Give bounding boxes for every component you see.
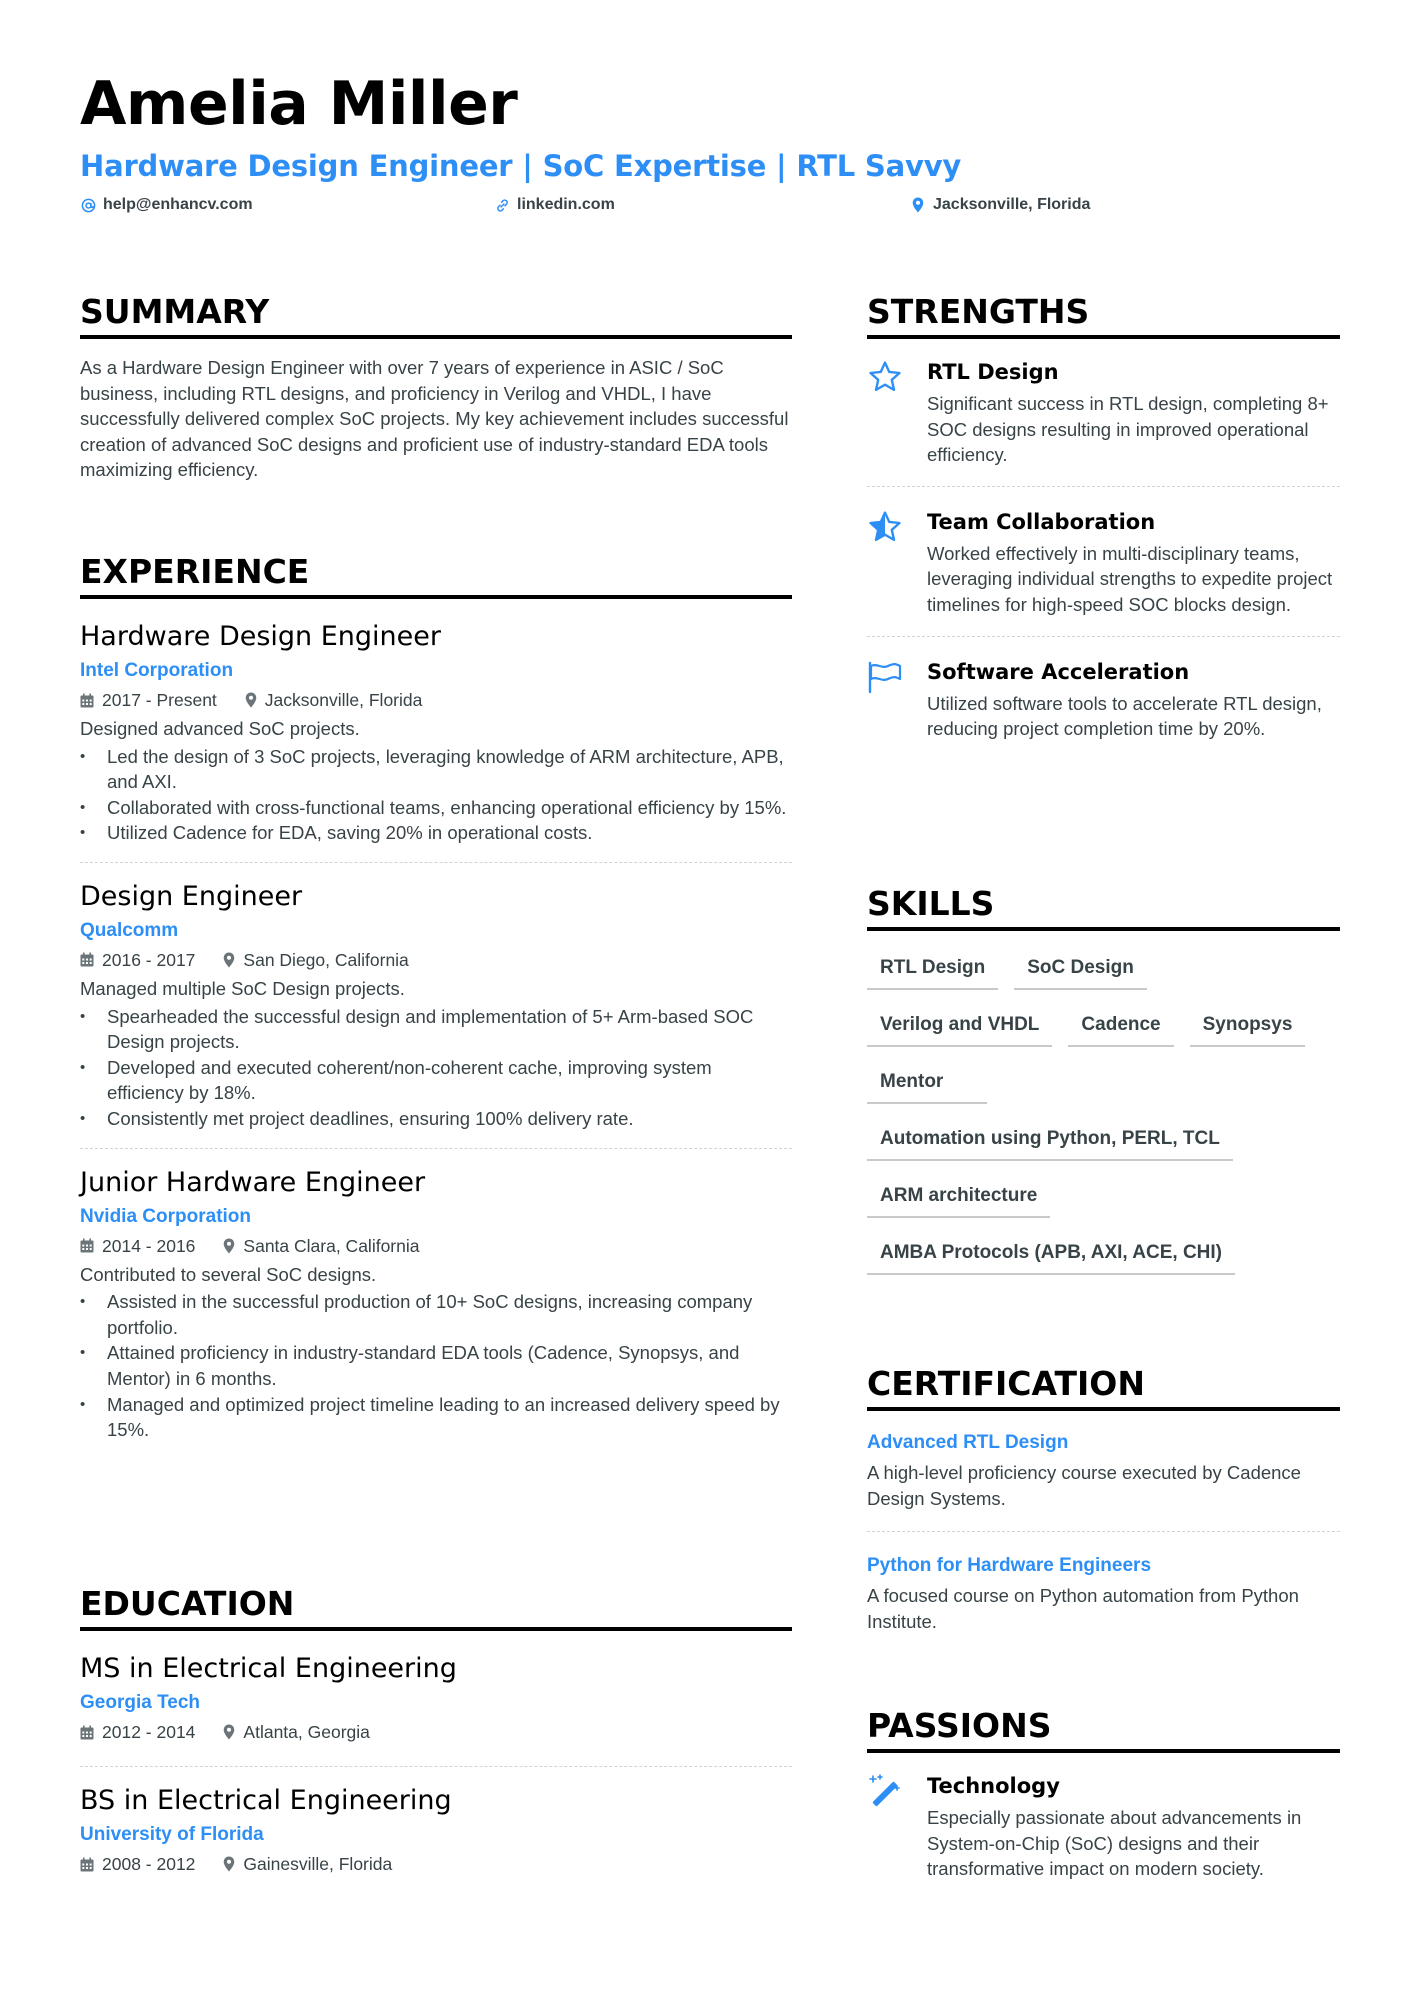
- school-name[interactable]: University of Florida: [80, 1824, 264, 1845]
- item-divider: [867, 1531, 1340, 1532]
- skill-tag: Cadence: [1068, 1004, 1173, 1047]
- bullet-item: • Developed and executed coherent/non-coherent cache, improving system efficiency by 18%.: [80, 1055, 792, 1106]
- education-dates: 2008 - 2012: [102, 1854, 196, 1874]
- location-pin-icon: [910, 197, 926, 213]
- passions-heading: PASSIONS: [867, 1706, 1052, 1745]
- experience-section: [80, 552, 792, 1443]
- job-location: San Diego, California: [243, 949, 409, 970]
- bullet-item: • Collaborated with cross-functional teams, enhancing operational efficiency by 15%.: [80, 795, 792, 821]
- education-item: [80, 1783, 792, 1878]
- education-section: [80, 1584, 792, 1878]
- skills-list: [867, 947, 1340, 1289]
- experience-heading: EXPERIENCE: [80, 552, 310, 591]
- degree-title: BS in Electrical Engineering: [80, 1785, 452, 1816]
- company-name[interactable]: Nvidia Corporation: [80, 1205, 252, 1227]
- job-bullets: [80, 1289, 792, 1443]
- certification-item: [867, 1429, 1340, 1511]
- job-dates: 2016 - 2017: [102, 949, 196, 970]
- skill-tag: AMBA Protocols (APB, AXI, ACE, CHI): [867, 1232, 1235, 1275]
- experience-item: [80, 1165, 792, 1443]
- job-meta: [80, 1232, 792, 1260]
- certification-section: [867, 1364, 1340, 1634]
- bullet-item: • Managed and optimized project timeline leading to an increased delivery speed by 15%.: [80, 1392, 792, 1443]
- certification-heading: CERTIFICATION: [867, 1364, 1145, 1403]
- job-bullets: [80, 1004, 792, 1132]
- item-divider: [80, 1148, 792, 1149]
- section-rule: [867, 335, 1340, 339]
- job-description: Managed multiple SoC Design projects.: [80, 977, 405, 999]
- passion-description: Especially passionate about advancements in System-on-Chip (SoC) designs and their transformative impact on modern society.: [927, 1807, 1302, 1880]
- skill-tag: Synopsys: [1190, 1004, 1306, 1047]
- item-divider: [867, 486, 1340, 487]
- section-rule: [867, 1749, 1340, 1753]
- skill-tag: Automation using Python, PERL, TCL: [867, 1118, 1233, 1161]
- contact-location: [910, 196, 1090, 214]
- skill-tag: ARM architecture: [867, 1175, 1050, 1218]
- bullet-item: • Consistently met project deadlines, ensuring 100% delivery rate.: [80, 1106, 792, 1132]
- contact-email-text: help@enhancv.com: [103, 196, 253, 213]
- bullet-item: • Assisted in the successful production of 10+ SoC designs, increasing company portfolio.: [80, 1289, 792, 1340]
- candidate-title: Hardware Design Engineer | SoC Expertise | RTL Savvy: [80, 149, 962, 183]
- job-location: Jacksonville, Florida: [264, 690, 423, 710]
- education-meta: [80, 1850, 792, 1878]
- job-meta: [80, 946, 792, 974]
- section-rule: [867, 927, 1340, 931]
- strength-description: Utilized software tools to accelerate RTL design, reducing project completion time by 20%.: [927, 692, 1322, 740]
- summary-section: [80, 292, 792, 483]
- skills-heading: SKILLS: [867, 884, 995, 923]
- certification-title[interactable]: Python for Hardware Engineers: [867, 1555, 1152, 1577]
- certification-item: [867, 1552, 1340, 1634]
- strength-item: [867, 657, 1340, 742]
- bullet-item: • Utilized Cadence for EDA, saving 20% in operational costs.: [80, 820, 792, 846]
- experience-item: [80, 879, 792, 1132]
- job-title: Hardware Design Engineer: [80, 621, 441, 652]
- job-description: Designed advanced SoC projects.: [80, 718, 360, 739]
- location-pin-icon: [223, 1238, 235, 1254]
- passions-section: [867, 1706, 1340, 1882]
- certification-description: A high-level proficiency course executed by Cadence Design Systems.: [867, 1462, 1301, 1509]
- degree-title: MS in Electrical Engineering: [80, 1653, 457, 1684]
- contact-location-text: Jacksonville, Florida: [933, 196, 1091, 213]
- star-outline-icon: [867, 359, 907, 395]
- location-pin-icon: [223, 1724, 235, 1740]
- certification-title[interactable]: Advanced RTL Design: [867, 1432, 1069, 1453]
- flag-icon: [867, 659, 907, 695]
- strengths-section: [867, 292, 1340, 742]
- education-item: [80, 1651, 792, 1746]
- certification-description: A focused course on Python automation from Python Institute.: [867, 1585, 1299, 1632]
- at-icon: [80, 197, 96, 213]
- experience-item: [80, 619, 792, 846]
- job-dates: 2017 - Present: [102, 690, 217, 710]
- job-dates: 2014 - 2016: [102, 1235, 196, 1256]
- skill-tag: Verilog and VHDL: [867, 1004, 1052, 1047]
- magic-wand-icon: [867, 1773, 907, 1809]
- strength-title: RTL Design: [927, 360, 1059, 384]
- location-pin-icon: [245, 692, 257, 708]
- strength-description: Worked effectively in multi-disciplinary teams, leveraging individual strengths to expedite project timelines for high-speed SOC blocks design.: [927, 542, 1333, 615]
- job-title: Design Engineer: [80, 880, 303, 912]
- education-location: Gainesville, Florida: [243, 1854, 393, 1874]
- education-dates: 2012 - 2014: [102, 1722, 196, 1742]
- skills-section: [867, 884, 1340, 1289]
- section-rule: [80, 335, 792, 339]
- calendar-icon: [80, 952, 94, 967]
- bullet-item: • Attained proficiency in industry-standard EDA tools (Cadence, Synopsys, and Mentor) in 6 months.: [80, 1340, 792, 1391]
- section-rule: [80, 1627, 792, 1631]
- education-meta: [80, 1718, 792, 1746]
- skill-tag: Mentor: [867, 1061, 987, 1104]
- contact-email[interactable]: [80, 196, 253, 214]
- job-meta: [80, 686, 792, 714]
- item-divider: [867, 636, 1340, 637]
- contact-linkedin[interactable]: [494, 196, 615, 214]
- bullet-item: • Led the design of 3 SoC projects, leveraging knowledge of ARM architecture, APB, and AXI.: [80, 744, 792, 795]
- company-name[interactable]: Intel Corporation: [80, 660, 234, 681]
- item-divider: [80, 1766, 792, 1767]
- section-rule: [80, 595, 792, 599]
- section-rule: [867, 1407, 1340, 1411]
- strength-item: [867, 507, 1340, 618]
- strength-item: [867, 357, 1340, 468]
- summary-heading: SUMMARY: [80, 292, 270, 331]
- school-name[interactable]: Georgia Tech: [80, 1692, 201, 1713]
- job-bullets: [80, 744, 792, 846]
- candidate-name: Amelia Miller: [80, 69, 518, 139]
- passion-title: Technology: [927, 1774, 1060, 1798]
- education-location: Atlanta, Georgia: [243, 1722, 370, 1742]
- skill-tag: SoC Design: [1014, 947, 1147, 990]
- calendar-icon: [80, 1238, 94, 1253]
- strengths-heading: STRENGTHS: [867, 292, 1090, 331]
- calendar-icon: [80, 1725, 94, 1740]
- passion-item: [867, 1771, 1340, 1882]
- star-half-icon: [867, 509, 907, 545]
- job-description: Contributed to several SoC designs.: [80, 1263, 377, 1285]
- bullet-item: • Spearheaded the successful design and implementation of 5+ Arm-based SOC Design projects.: [80, 1004, 792, 1055]
- location-pin-icon: [223, 952, 235, 968]
- calendar-icon: [80, 693, 94, 708]
- company-name[interactable]: Qualcomm: [80, 919, 179, 941]
- strength-title: Team Collaboration: [927, 509, 1156, 534]
- location-pin-icon: [223, 1856, 235, 1872]
- skill-tag: RTL Design: [867, 947, 998, 990]
- job-location: Santa Clara, California: [243, 1235, 420, 1256]
- strength-title: Software Acceleration: [927, 659, 1190, 684]
- summary-text: As a Hardware Design Engineer with over 7 years of experience in ASIC / SoC business, including RTL designs, and proficiency in Verilog and VHDL, I have successfully delivered complex SoC projects. My key achievement includes successful creation of advanced SoC designs and proficient use of industry-standard EDA tools maximizing efficiency.: [80, 357, 789, 481]
- item-divider: [80, 862, 792, 863]
- link-icon: [494, 197, 510, 213]
- job-title: Junior Hardware Engineer: [80, 1166, 426, 1198]
- education-heading: EDUCATION: [80, 1584, 295, 1623]
- contact-linkedin-text: linkedin.com: [517, 196, 615, 213]
- strength-description: Significant success in RTL design, completing 8+ SOC designs resulting in improved operational efficiency.: [927, 393, 1329, 466]
- calendar-icon: [80, 1857, 94, 1872]
